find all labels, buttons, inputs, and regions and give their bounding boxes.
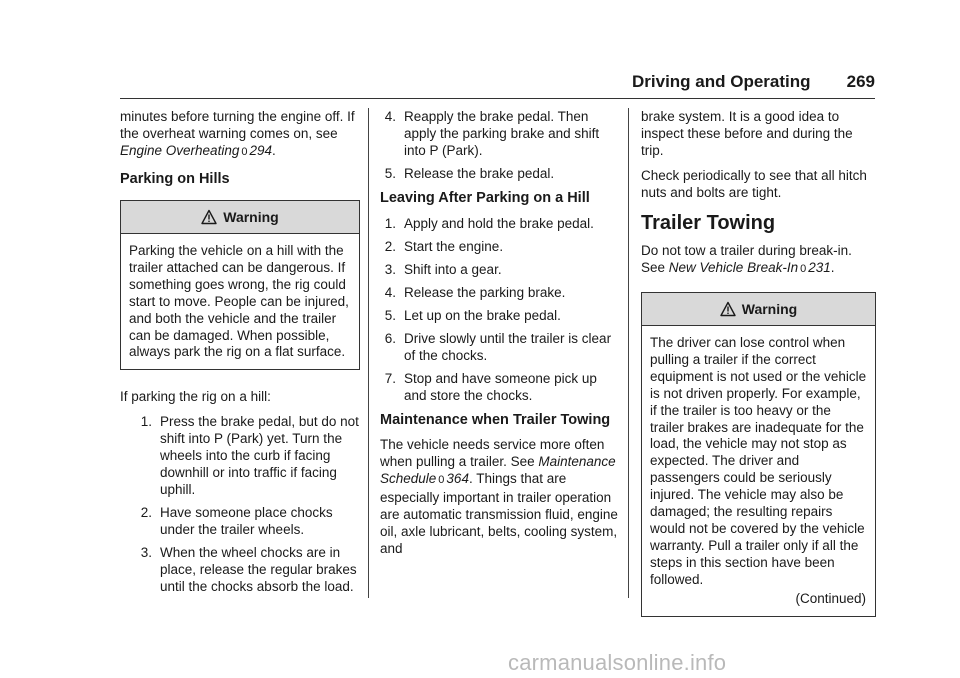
heading-trailer-towing: Trailer Towing (641, 212, 776, 234)
paragraph: Do not tow a trailer during break-in. See New Vehicle Break-In 0 231. (641, 243, 852, 275)
parking-steps-list (126, 413, 360, 595)
column-2 (380, 108, 620, 565)
list-item: 6. Drive slowly until the trailer is clear of the chocks. (384, 331, 612, 363)
heading-leaving-after-parking: Leaving After Parking on a Hill (380, 190, 590, 206)
page-number: 269 (846, 72, 875, 91)
list-item: 7. Stop and have someone pick up and store the chocks. (384, 371, 597, 403)
heading-parking-on-hills: Parking on Hills (120, 171, 230, 187)
warning-body: The driver can lose control when pulling a trailer if the correct equipment is not used or the vehicle is not driven properly. For example, if the trailer is too heavy or the trailer brakes are inadequate for the load, the vehicle may not stop as expected. The driver and passengers could be seriously injured. The vehicle may also be damaged; the resulting repairs would not be covered by the vehicle warranty. Pull a trailer only if all the steps in this section have been followed. (Continued) (650, 335, 867, 606)
cross-reference-link[interactable]: New Vehicle Break-In (668, 260, 799, 275)
paragraph: Check periodically to see that all hitch nuts and bolts are tight. (641, 168, 867, 200)
list-item: 1. Apply and hold the brake pedal. (384, 216, 594, 231)
continued-label: (Continued) (795, 590, 866, 606)
list-item: 3. Shift into a gear. (384, 262, 502, 277)
warning-triangle-icon (201, 209, 217, 225)
warning-header (121, 201, 359, 234)
list-item: 4. Release the parking brake. (384, 285, 566, 300)
page-ref-arrow-icon: 0 (241, 146, 248, 158)
cross-reference-page[interactable]: 364 (446, 471, 469, 486)
page-ref-arrow-icon: 0 (800, 263, 807, 275)
maintenance-paragraph: The vehicle needs service more often when pulling a trailer. See Maintenance Schedule 0 364. Things that are especially important in trailer operation are automatic transmission fluid, engine oil, axle lubricant, belts, cooling system, and (380, 437, 618, 556)
warning-header (642, 293, 875, 326)
list-item: 4. Reapply the brake pedal. Then apply the parking brake and shift into P (Park). (384, 109, 600, 158)
warning-title: Warning (223, 208, 279, 225)
list-item: 2. Have someone place chocks under the trailer wheels. (140, 505, 333, 538)
warning-box (120, 200, 360, 370)
list-item: 1. Press the brake pedal, but do not shift into P (Park) yet. Turn the wheels into the curb if facing downhill or into traffic if facing uphill. (140, 414, 359, 498)
watermark: carmanualsonline.info (508, 650, 727, 675)
page-ref-arrow-icon: 0 (438, 474, 445, 486)
cross-reference-page[interactable]: 294 (249, 143, 272, 158)
warning-body: Parking the vehicle on a hill with the trailer attached can be dangerous. If something goes wrong, the rig could start to move. People can be injured, and both the vehicle and the trailer can be damaged. When possible, always park the rig on a flat surface. (129, 243, 349, 360)
warning-triangle-icon (720, 301, 736, 317)
warning-box (641, 292, 876, 617)
list-item: 5. Let up on the brake pedal. (384, 308, 561, 323)
cross-reference-link[interactable]: Maintenance Schedule (380, 454, 616, 486)
cross-reference-page[interactable]: 231 (808, 260, 831, 275)
column-divider (368, 108, 369, 598)
page-header (120, 72, 875, 96)
steps-lead: If parking the rig on a hill: (120, 389, 271, 405)
intro-paragraph: minutes before turning the engine off. If the overheat warning comes on, see Engine Overheating 0 294. (120, 109, 355, 158)
leaving-steps-list (380, 215, 620, 404)
section-title: Driving and Operating (632, 72, 811, 91)
cross-reference-link[interactable]: Engine Overheating (120, 143, 240, 158)
paragraph: brake system. It is a good idea to inspect these before and during the trip. (641, 109, 853, 158)
heading-maintenance: Maintenance when Trailer Towing (380, 412, 611, 428)
list-item: 5. Release the brake pedal. (384, 166, 555, 181)
warning-title: Warning (741, 300, 798, 317)
header-divider (120, 98, 875, 99)
column-1 (120, 108, 360, 601)
list-item: 2. Start the engine. (384, 239, 504, 254)
parking-steps-continued (380, 108, 620, 182)
list-item: 3. When the wheel chocks are in place, release the regular brakes until the chocks absorb the load. (140, 545, 357, 595)
column-3 (641, 108, 876, 631)
column-divider (628, 108, 629, 598)
